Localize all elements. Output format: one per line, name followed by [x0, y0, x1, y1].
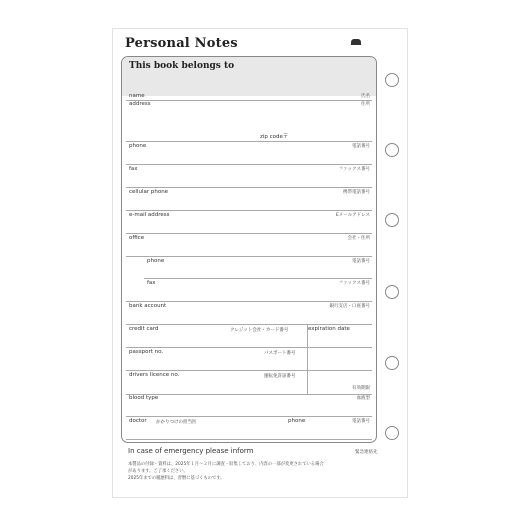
office-fax-field[interactable]: [126, 278, 372, 302]
brand-emblem-icon: [351, 39, 361, 45]
passport-label-jp: パスポート番号: [264, 351, 296, 356]
doctor-field[interactable]: [126, 416, 372, 440]
address-field[interactable]: [126, 100, 372, 142]
office-fax-label-jp: ファックス番号: [338, 281, 370, 286]
cellular-field[interactable]: [126, 187, 372, 211]
email-label: e-mail address: [129, 212, 170, 218]
emergency-contact-label: In case of emergency please inform: [128, 447, 254, 455]
expiration-date-label: expiration date: [308, 326, 350, 332]
blood-type-field[interactable]: [126, 394, 372, 417]
address-label-jp: 住所: [361, 102, 370, 107]
footnote-line: 本製品の付録・資料は、2025年１月～２月に調査・収集しており、内容の一部が変更されている場合: [128, 462, 324, 467]
expiry-divider: [307, 324, 308, 394]
owner-band: [122, 57, 376, 96]
email-field[interactable]: [126, 210, 372, 234]
passport-field[interactable]: [126, 347, 372, 371]
office-phone-label-jp: 電話番号: [352, 259, 370, 264]
license-field[interactable]: [126, 370, 372, 395]
valid-until-label-jp: 有効期限: [352, 386, 370, 391]
bank-label: bank account: [129, 303, 167, 309]
passport-label: passport no.: [129, 349, 164, 355]
credit-card-label-jp: クレジット会社・カード番号: [230, 328, 289, 333]
binder-hole-icon: [385, 73, 399, 87]
cellular-label-jp: 携帯電話番号: [343, 190, 370, 195]
footnote: [128, 461, 378, 482]
office-label-jp: 会社・住所: [347, 236, 370, 241]
doctor-label-jp: かかりつけの担当医: [156, 420, 197, 425]
office-label: office: [129, 235, 145, 241]
binder-hole-icon: [385, 285, 399, 299]
fax-field[interactable]: [126, 164, 372, 188]
personal-info-form: [121, 56, 377, 443]
binder-hole-icon: [385, 143, 399, 157]
doctor-phone-label-jp: 電話番号: [352, 419, 370, 424]
binder-hole-icon: [385, 213, 399, 227]
doctor-label: doctor: [129, 418, 147, 424]
doctor-phone-label: phone: [288, 418, 306, 424]
address-label: address: [129, 101, 151, 107]
phone-label-jp: 電話番号: [352, 144, 370, 149]
bank-label-jp: 銀行支店・口座番号: [329, 304, 370, 309]
footnote-line: 2025年までの履歴料は、習暦に基づくものです。: [128, 476, 225, 481]
office-fax-label: fax: [147, 280, 156, 286]
license-label-jp: 運転免許証番号: [264, 374, 296, 379]
blood-type-label-jp: 血液型: [356, 396, 370, 401]
binder-hole-icon: [385, 426, 399, 440]
bank-account-field[interactable]: [126, 301, 372, 325]
phone-label: phone: [129, 143, 147, 149]
email-label-jp: Eメールアドレス: [335, 213, 370, 218]
credit-card-field[interactable]: [126, 324, 372, 348]
binder-hole-icon: [385, 356, 399, 370]
emergency-contact-label-jp: 緊急連絡先: [355, 450, 378, 455]
blood-type-label: blood type: [129, 395, 159, 401]
license-label: drivers licence no.: [129, 372, 180, 378]
zip-label: zip code〒: [260, 134, 289, 140]
cellular-label: cellular phone: [129, 189, 169, 195]
office-phone-label: phone: [147, 258, 165, 264]
credit-card-label: credit card: [129, 326, 159, 332]
fax-label-jp: ファックス番号: [338, 167, 370, 172]
footnote-line: があります。ご了承ください。: [128, 469, 188, 474]
office-phone-field[interactable]: [144, 256, 372, 279]
name-label: name: [129, 93, 145, 99]
phone-field[interactable]: [126, 141, 372, 165]
office-field[interactable]: [126, 233, 372, 257]
name-label-jp: 氏名: [361, 94, 370, 99]
fax-label: fax: [129, 166, 138, 172]
owner-title: This book belongs to: [129, 61, 235, 71]
page-title: Personal Notes: [125, 36, 238, 51]
